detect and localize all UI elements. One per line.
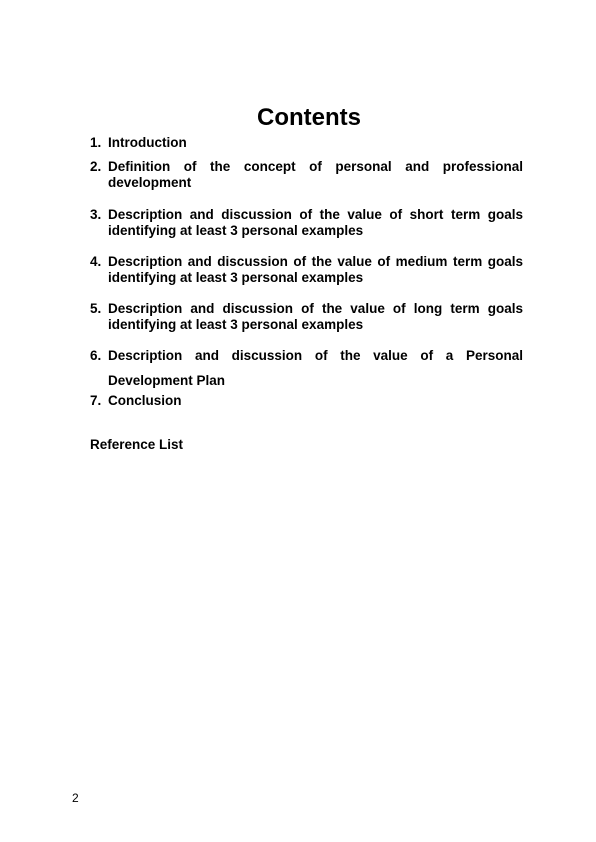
toc-item-number: 3.: [90, 207, 102, 222]
toc-item-definition: [90, 159, 523, 191]
toc-item-personal-development-plan: [90, 343, 523, 393]
contents-title: Contents: [257, 104, 361, 131]
toc-item-number: 6.: [90, 348, 102, 363]
toc-item-label: Description and discussion of the value of medium term goals identifying at least 3 personal examples: [108, 254, 523, 285]
toc-item-label: Description and discussion of the value of a Personal Development Plan: [108, 348, 523, 388]
page-number: 2: [72, 791, 79, 805]
toc-item-medium-term-goals: [90, 254, 523, 286]
toc-item-label: Description and discussion of the value of short term goals identifying at least 3 personal examples: [108, 207, 523, 238]
toc-item-number: 1.: [90, 135, 102, 150]
toc-item-conclusion: [90, 393, 523, 409]
table-of-contents: [90, 135, 523, 409]
toc-item-label: Description and discussion of the value of long term goals identifying at least 3 personal examples: [108, 301, 523, 332]
toc-item-long-term-goals: [90, 301, 523, 333]
toc-item-number: 7.: [90, 393, 102, 408]
toc-item-number: 2.: [90, 159, 102, 174]
toc-item-label: Definition of the concept of personal and professional development: [108, 159, 523, 190]
toc-item-label: Conclusion: [108, 393, 182, 408]
toc-item-label: Introduction: [108, 135, 187, 150]
toc-item-short-term-goals: [90, 207, 523, 239]
reference-list-heading: Reference List: [90, 437, 184, 452]
toc-item-number: 4.: [90, 254, 102, 269]
toc-item-number: 5.: [90, 301, 102, 316]
toc-item-introduction: [90, 135, 523, 151]
